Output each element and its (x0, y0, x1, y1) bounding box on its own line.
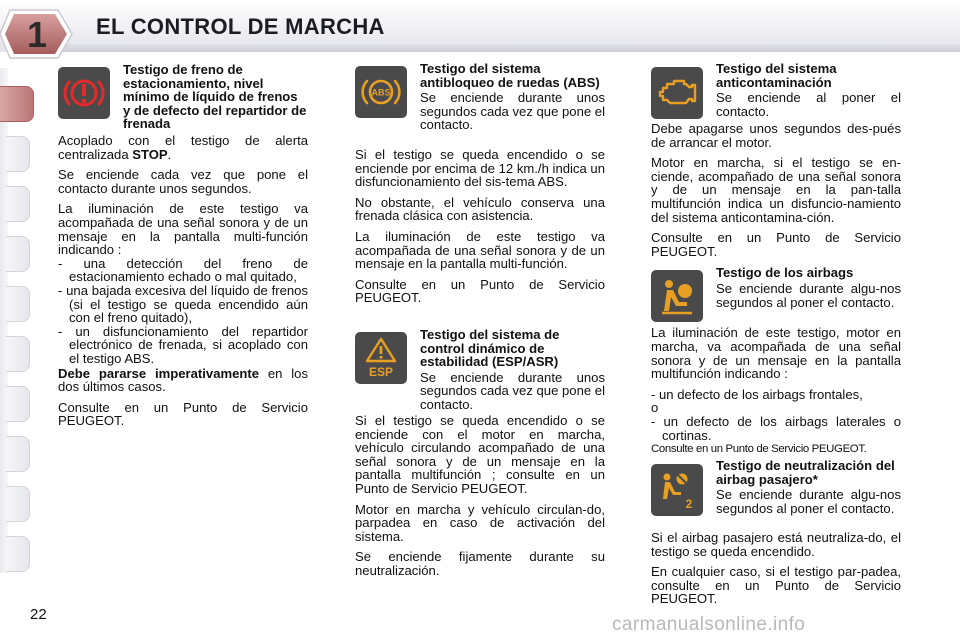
esp-paragraph-2: Motor en marcha y vehículo circulan-do, parpadea en caso de activación del sistema. (355, 501, 605, 544)
watermark: carmanualsonline.info (612, 614, 806, 635)
passenger-airbag-desc: Se enciende durante algu-nos segundos al poner el contacto. (716, 487, 901, 516)
airbag-paragraph-1: La iluminación de este testigo, motor en marcha, va acompañada de una señal sonora y de un mensaje en la pantalla multifunción indicando : (651, 325, 901, 382)
airbag-warning-icon (651, 270, 703, 322)
airbag-warning-title: Testigo de los airbags (716, 265, 854, 281)
brake-paragraph-5: Consulte en un Punto de Servicio PEUGEOT. (58, 399, 308, 429)
engine-paragraph-2: Motor en marcha, si el testigo se en-ciende, acompañado de una señal sonora y de un mensaje en la pan-talla multifunción indica un disfuncio-namiento del sistema anticontamina-ción. (651, 155, 901, 225)
brake-paragraph-2: Se enciende cada vez que pone el contacto durante unos segundos. (58, 167, 308, 196)
chapter-tab-10[interactable] (6, 536, 30, 572)
chapter-tab-6[interactable] (6, 336, 30, 372)
column-brake (58, 62, 308, 435)
abs-paragraph-3: La iluminación de este testigo va acompañada de una señal sonora y de un mensaje en la pantalla multi-función. (355, 228, 605, 272)
airbag-warning-desc: Se enciende durante algu-nos segundos al poner el contacto. (716, 280, 901, 310)
chapter-tab-7[interactable] (6, 386, 30, 422)
esp-paragraph-3: Se enciende fijamente durante su neutralización. (355, 549, 605, 578)
chapter-tab-4[interactable] (6, 236, 30, 272)
esp-warning-icon (355, 332, 407, 384)
header-band (60, 44, 960, 52)
column-engine-airbags (651, 62, 901, 613)
svg-text:2: 2 (685, 497, 693, 512)
brake-list-item-2: - una bajada excesiva del líquido de frenos (si el testigo se queda encendido aún con el freno quitado), (58, 282, 308, 326)
brake-paragraph-1: Acoplado con el testigo de alerta centralizada STOP. (58, 133, 308, 162)
passenger-paragraph-2: En cualquier caso, si el testigo par-padea, consulte en un Punto de Servicio PEUGEOT. (651, 564, 901, 607)
esp-paragraph-1: Si el testigo se queda encendido o se enciende con el motor en marcha, vehículo circulando acompañado de una señal sonora y de un mensaje en la pantalla multifunción ; consulte en un Punto de Servicio PEUGEOT. (355, 412, 605, 496)
abs-paragraph-1: Si el testigo se queda encendido o se enciende por encima de 12 km./h indica un disfuncionamiento del sis-tema ABS. (355, 147, 605, 190)
brake-list-item-1: - una detección del freno de estacionamiento echado o mal quitado, (58, 255, 308, 285)
esp-warning-desc: Se enciende durante unos segundos cada vez que pone el contacto. (420, 369, 605, 412)
esp-warning-block (355, 328, 605, 414)
brake-warning-title: Testigo de freno de estacionamiento, nivel mínimo de líquido de frenos y de defecto del repartidor de frenada (123, 62, 307, 132)
passenger-airbag-off-icon (651, 464, 703, 516)
chapter-badge (0, 4, 78, 60)
engine-warning-title: Testigo del sistema anticontaminación (716, 61, 837, 90)
chapter-number: 1 (26, 14, 48, 55)
passenger-paragraph-1: Si el airbag pasajero está neutraliza-do, el testigo se queda encendido. (651, 530, 901, 559)
page-number: 22 (30, 606, 47, 623)
airbag-service-note: Consulte en un Punto de Servicio PEUGEOT. (651, 443, 867, 456)
chapter-tab-3[interactable] (6, 186, 30, 222)
column-abs-esp (355, 62, 605, 584)
airbag-list-item-2: - un defecto de los airbags laterales o cortinas. (651, 413, 901, 443)
abs-paragraph-2: No obstante, el vehículo conserva una frenada clásica con asistencia. (355, 194, 605, 224)
airbag-warning-block (651, 266, 901, 326)
abs-icon-label: ABS (371, 87, 391, 98)
chapter-tab-5[interactable] (6, 286, 30, 322)
abs-warning-desc: Se enciende durante unos segundos cada vez que pone el contacto. (420, 90, 605, 133)
chapter-tab-8[interactable] (6, 436, 30, 472)
engine-paragraph-3: Consulte en un Punto de Servicio PEUGEOT. (651, 230, 901, 259)
esp-icon-label: ESP (368, 364, 394, 379)
abs-warning-title: Testigo del sistema antibloqueo de ruedas (ABS) (420, 61, 600, 90)
engine-check-icon (651, 67, 703, 119)
brake-paragraph-3: La iluminación de este testigo va acompañada de una señal sonora y de un mensaje en la pantalla multi-función indicando : (58, 201, 308, 258)
abs-warning-icon (355, 66, 407, 118)
brake-warning-block (58, 62, 308, 134)
passenger-airbag-title: Testigo de neutralización del airbag pasajero* (716, 458, 895, 487)
engine-warning-block (651, 62, 901, 122)
chapter-tab-2[interactable] (6, 136, 30, 172)
engine-warning-desc: Se enciende al poner el contacto. (716, 90, 901, 119)
chapter-tab-1[interactable] (0, 86, 34, 122)
abs-paragraph-4: Consulte en un Punto de Servicio PEUGEOT. (355, 276, 605, 306)
brake-paragraph-4: Debe pararse imperativamente en los dos últimos casos. (58, 365, 308, 395)
page-title: EL CONTROL DE MARCHA (96, 14, 385, 39)
airbag-list-item-1: - un defecto de los airbags frontales, (651, 386, 863, 402)
brake-list-item-3: - un disfuncionamiento del repartidor electrónico de frenada, si acoplado con el testigo ABS. (58, 323, 308, 366)
brake-warning-icon (58, 67, 110, 119)
passenger-airbag-block (651, 459, 901, 531)
chapter-tab-9[interactable] (6, 486, 30, 522)
airbag-list-or: o (651, 400, 659, 416)
engine-paragraph-1: Debe apagarse unos segundos des-pués de arrancar el motor. (651, 121, 901, 150)
esp-warning-title: Testigo del sistema de control dinámico de estabilidad (ESP/ASR) (420, 326, 560, 370)
abs-warning-block (355, 62, 605, 148)
